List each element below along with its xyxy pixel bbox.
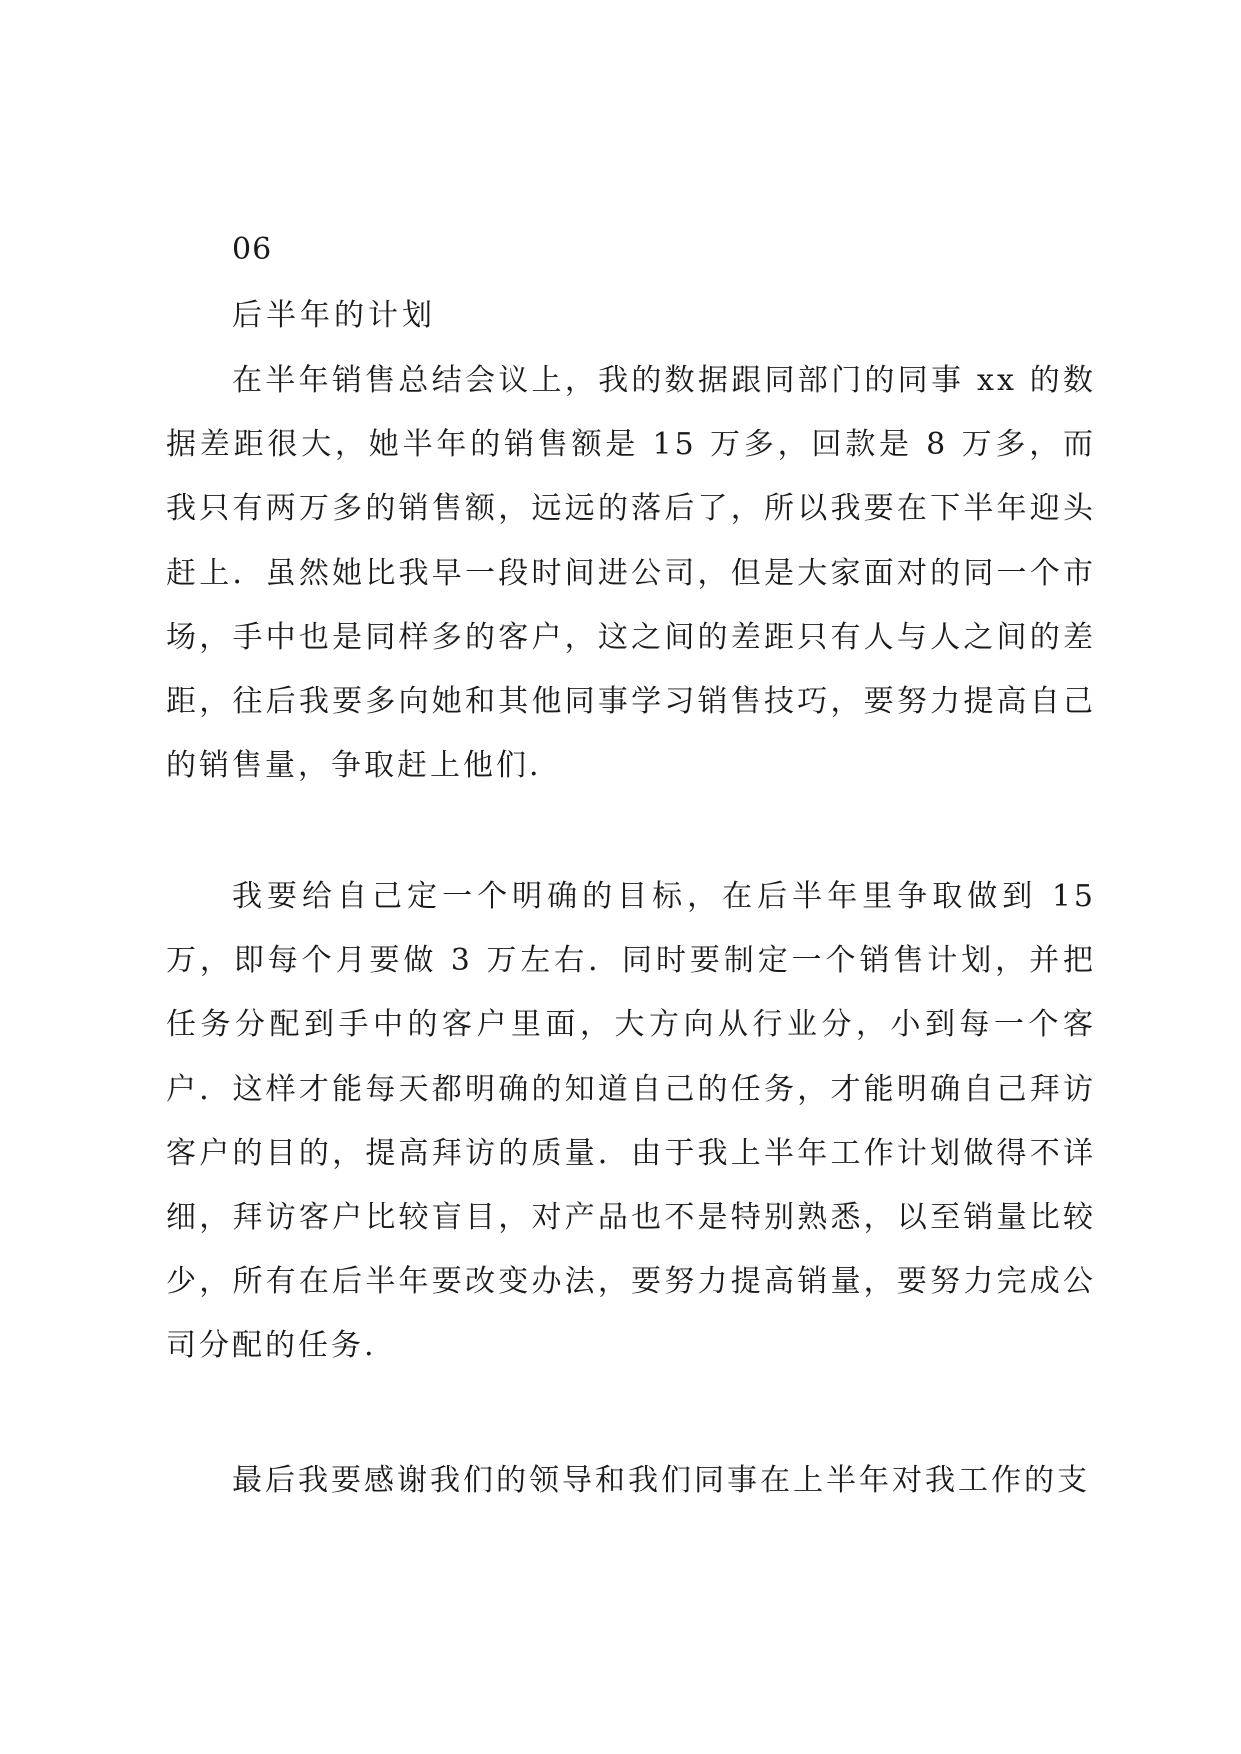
paragraph-thanks: 最后我要感谢我们的领导和我们同事在上半年对我工作的支 bbox=[232, 1463, 1090, 1498]
section-number: 06 bbox=[232, 232, 273, 267]
section-heading: 后半年的计划 bbox=[232, 298, 436, 333]
paragraph-sales-gap: 在半年销售总结会议上，我的数据跟同部门的同事 xx 的数据差距很大，她半年的销售额是 15 万多，回款是 8 万多，而我只有两万多的销售额，远远的落后了，所以我要在下半年迎头赶上．虽然她比我早一段时间进公司，但是大家面对的同一个市场，手中也是同样多的客户，这之间的差距只有人与人之间的差距，往后我要多向她和其他同事学习销售技巧，要努力提高自己的销售量，争取赶上他们. bbox=[166, 363, 1096, 784]
paragraph-sales-goal: 我要给自己定一个明确的目标，在后半年里争取做到 15 万，即每个月要做 3 万左右．同时要制定一个销售计划，并把任务分配到手中的客户里面，大方向从行业分，小到每一个客户．这样才能每天都明确的知道自己的任务，才能明确自己拜访客户的目的，提高拜访的质量．由于我上半年工作计划做得不详细，拜访客户比较盲目，对产品也不是特别熟悉，以至销量比较少，所有在后半年要改变办法，要努力提高销量，要努力完成公司分配的任务. bbox=[166, 879, 1096, 1364]
